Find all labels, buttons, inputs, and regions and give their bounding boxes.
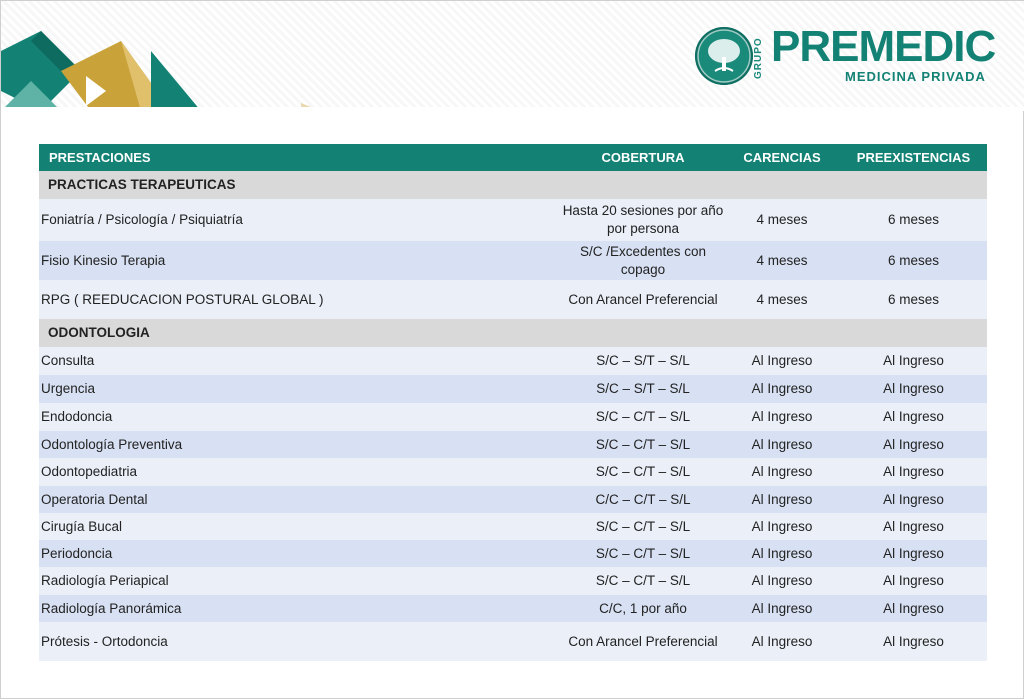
cell-preexistencias: 6 meses [840,280,987,319]
section-row [39,319,987,347]
decorative-triangles-graphic [1,31,321,111]
cell-prestacion: Odontopediatria [39,458,562,486]
cell-preexistencias: 6 meses [840,241,987,280]
cell-cobertura: S/C – C/T – S/L [562,458,724,486]
cell-prestacion: Radiología Panorámica [39,595,562,622]
cell-cobertura: Con Arancel Preferencial [562,622,724,661]
cell-carencias: 4 meses [724,199,840,241]
cell-prestacion: Odontología Preventiva [39,431,562,458]
cell-preexistencias: Al Ingreso [840,458,987,486]
table-row [39,622,987,661]
cell-preexistencias: Al Ingreso [840,540,987,567]
table-row [39,513,987,540]
tree-emblem-icon [695,27,753,85]
header-carencias: CARENCIAS [724,144,840,171]
cell-carencias: Al Ingreso [724,375,840,403]
table-row [39,567,987,595]
cell-preexistencias: Al Ingreso [840,403,987,431]
header-cobertura: COBERTURA [562,144,724,171]
cell-carencias: Al Ingreso [724,347,840,375]
cell-carencias: Al Ingreso [724,622,840,661]
cell-prestacion: Endodoncia [39,403,562,431]
cell-preexistencias: Al Ingreso [840,431,987,458]
cell-carencias: 4 meses [724,280,840,319]
table-row [39,403,987,431]
table-row [39,458,987,486]
cell-cobertura: S/C /Excedentes con copago [562,241,724,280]
cell-cobertura: S/C – C/T – S/L [562,567,724,595]
cell-cobertura: C/C, 1 por año [562,595,724,622]
cell-carencias: Al Ingreso [724,431,840,458]
table-row [39,595,987,622]
cell-prestacion: Cirugía Bucal [39,513,562,540]
cell-prestacion: Foniatría / Psicología / Psiquiatría [39,199,562,241]
cell-cobertura: S/C – C/T – S/L [562,540,724,567]
cell-preexistencias: Al Ingreso [840,347,987,375]
table-row [39,347,987,375]
cell-prestacion: Fisio Kinesio Terapia [39,241,562,280]
cell-carencias: Al Ingreso [724,486,840,513]
cell-prestacion: Urgencia [39,375,562,403]
cell-cobertura: C/C – C/T – S/L [562,486,724,513]
cell-carencias: Al Ingreso [724,458,840,486]
table-row [39,375,987,403]
cell-preexistencias: Al Ingreso [840,567,987,595]
cell-preexistencias: Al Ingreso [840,513,987,540]
cell-cobertura: S/C – C/T – S/L [562,431,724,458]
table-header-row [39,144,987,171]
section-title: ODONTOLOGIA [39,319,987,347]
header-prestaciones: PRESTACIONES [39,144,562,171]
cell-carencias: Al Ingreso [724,567,840,595]
cell-cobertura: S/C – S/T – S/L [562,375,724,403]
coverage-table [39,144,987,661]
cell-carencias: Al Ingreso [724,595,840,622]
cell-prestacion: Operatoria Dental [39,486,562,513]
cell-carencias: Al Ingreso [724,403,840,431]
table-row [39,241,987,280]
cell-preexistencias: Al Ingreso [840,595,987,622]
section-row [39,171,987,199]
cell-cobertura: S/C – S/T – S/L [562,347,724,375]
header-preexistencias: PREEXISTENCIAS [840,144,987,171]
cell-prestacion: Prótesis - Ortodoncia [39,622,562,661]
cell-carencias: Al Ingreso [724,540,840,567]
cell-cobertura: Con Arancel Preferencial [562,280,724,319]
cell-cobertura: S/C – C/T – S/L [562,513,724,540]
cell-preexistencias: Al Ingreso [840,375,987,403]
cell-cobertura: Hasta 20 sesiones por año por persona [562,199,724,241]
cell-cobertura: S/C – C/T – S/L [562,403,724,431]
cell-preexistencias: Al Ingreso [840,622,987,661]
cell-prestacion: Consulta [39,347,562,375]
table-row [39,431,987,458]
table-row [39,199,987,241]
cell-prestacion: Radiología Periapical [39,567,562,595]
cell-carencias: 4 meses [724,241,840,280]
cell-prestacion: RPG ( REEDUCACION POSTURAL GLOBAL ) [39,280,562,319]
cell-preexistencias: Al Ingreso [840,486,987,513]
logo-brand-name: PREMEDIC [771,22,996,71]
header-band [1,1,1024,111]
table-row [39,486,987,513]
cell-prestacion: Periodoncia [39,540,562,567]
cell-carencias: Al Ingreso [724,513,840,540]
logo-grupo-text: GRUPO [753,37,764,79]
table-row [39,280,987,319]
logo-tagline: MEDICINA PRIVADA [845,69,986,84]
cell-preexistencias: 6 meses [840,199,987,241]
section-title: PRACTICAS TERAPEUTICAS [39,171,987,199]
table-row [39,540,987,567]
